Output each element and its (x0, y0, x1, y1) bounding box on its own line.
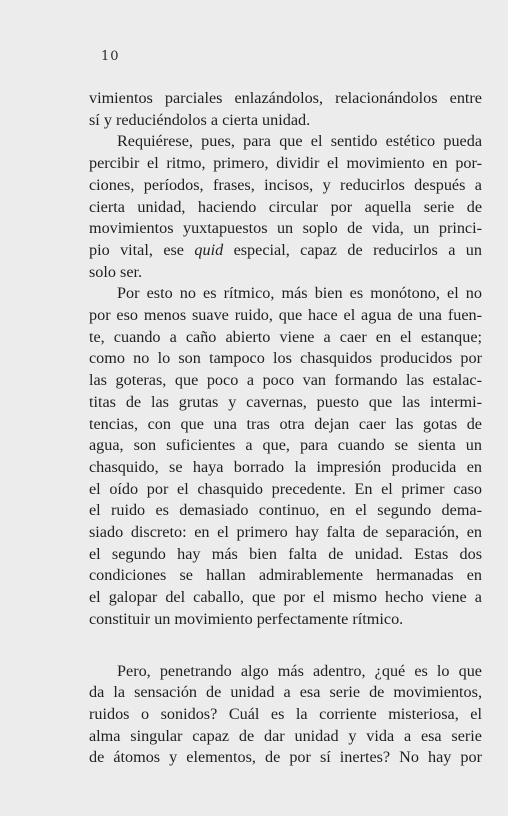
text-line: alma singular capaz de dar unidad y vida a esa serie (89, 726, 482, 745)
text-line: chasquido, se haya borrado la impresión producida en (89, 457, 482, 476)
text-line: constituir un movimiento perfectamente rítmico. (89, 609, 404, 628)
text-line: Por esto no es rítmico, más bien es monótono, el no (117, 284, 482, 303)
text-line: el oído por el chasquido precedente. En el primer caso (89, 479, 482, 498)
text-line: por eso menos suave ruido, que hace el agua de una fuen- (89, 306, 482, 325)
text-line: da la sensación de unidad a esa serie de movimientos, (89, 683, 482, 702)
text-line: cierta unidad, haciendo circular por aquella serie de (89, 197, 482, 216)
text-line: Requiérese, pues, para que el sentido estético pueda (117, 132, 482, 151)
paragraph-2 (89, 131, 482, 283)
paragraph-3 (89, 283, 482, 630)
text-line: percibir el ritmo, primero, dividir el movimiento en por- (89, 154, 482, 173)
text-line: de átomos y elementos, de por sí inertes? No hay por (89, 748, 482, 767)
paragraph-4 (89, 661, 482, 770)
paragraph-gap (89, 631, 482, 661)
text-line: el ruido es demasiado continuo, en el segundo dema- (89, 501, 482, 520)
text-line: pio vital, ese quid especial, capaz de reducirlos a un (89, 240, 482, 259)
body-text (89, 88, 482, 769)
text-line: ciones, períodos, frases, incisos, y reducirlos después a (89, 175, 482, 194)
text-line: como no lo son tampoco los chasquidos producidos por (89, 349, 482, 368)
text-line: movimientos yuxtapuestos un soplo de vida, un princi- (89, 219, 482, 238)
text-line: titas de las grutas y cavernas, puesto que las intermi- (89, 392, 482, 411)
text-line: agua, son suficientes a que, para cuando se sienta un (89, 436, 482, 455)
text-line: siado discreto: en el primero hay falta de separación, en (89, 523, 482, 542)
text-line: tencias, con que una tras otra dejan caer las gotas de (89, 414, 482, 433)
paragraph-1 (89, 88, 482, 131)
text-line: te, cuando a caño abierto viene a caer en el estanque; (89, 327, 482, 346)
text-line: vimientos parciales enlazándolos, relacionándolos entre (89, 89, 482, 107)
text-line: Pero, penetrando algo más adentro, ¿qué es lo que (117, 661, 482, 680)
page-number: 10 (101, 49, 120, 64)
text-line: solo ser. (89, 262, 143, 281)
text-line: el segundo hay más bien falta de unidad. Estas dos (89, 544, 482, 563)
text-line: condiciones se hallan admirablemente hermanadas en (89, 566, 482, 585)
text-line: ruidos o sonidos? Cuál es la corriente misteriosa, el (89, 704, 482, 723)
text-line: el galopar del caballo, que por el mismo hecho viene a (89, 588, 482, 607)
italic-word: quid (194, 240, 224, 259)
text-line: las goteras, que poco a poco van formando las estalac- (89, 371, 482, 390)
text-line: sí y reduciéndolos a cierta unidad. (89, 110, 311, 129)
